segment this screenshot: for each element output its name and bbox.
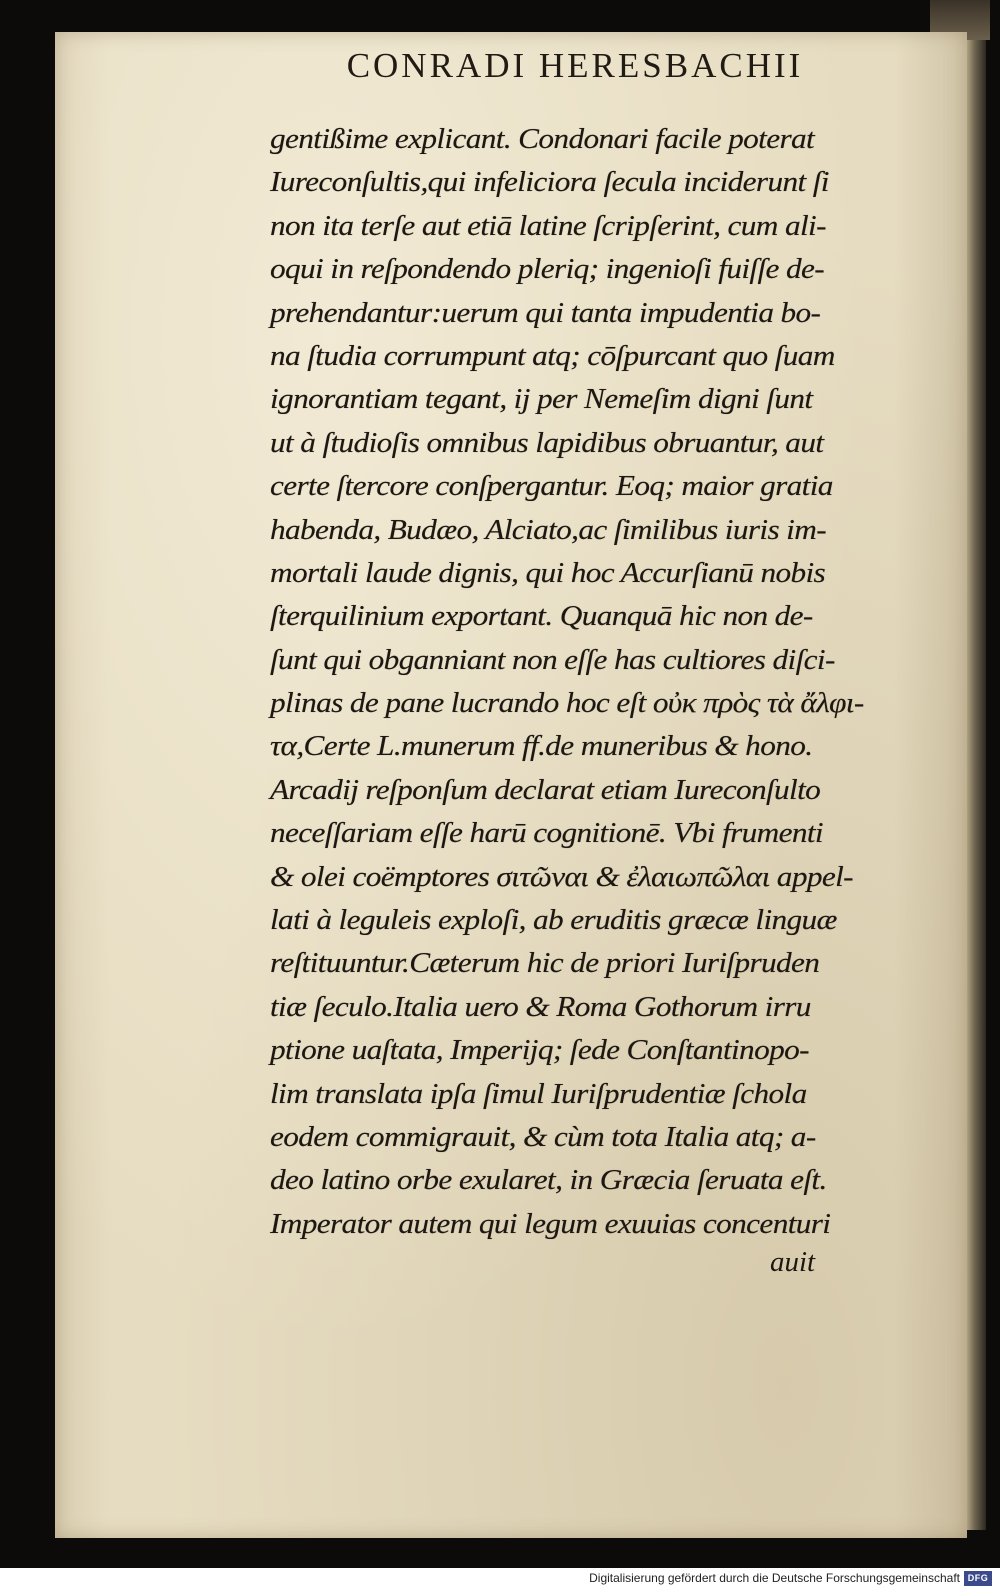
text-line: mortali laude dignis, qui hoc Accurſianū nobis (270, 556, 826, 589)
text-line: deo latino orbe exularet, in Græcia ſeruata eſt. (270, 1164, 827, 1197)
text-line: Arcadij reſponſum declarat etiam Iureconſulto (270, 773, 821, 806)
text-line: certe ſtercore conſpergantur. Eoq; maior gratia (270, 470, 833, 503)
text-line: plinas de pane lucrando hoc eſt οὐκ πρὸς τὰ ἄλφι- (270, 687, 864, 720)
catchword: auit (770, 1246, 816, 1278)
text-line: lati à leguleis exploſi, ab eruditis græcæ linguæ (270, 904, 837, 937)
text-line: gentißime explicant. Condonari facile poterat (270, 123, 815, 155)
text-line: tiæ ſeculo.Italia uero & Roma Gothorum irru (270, 990, 811, 1023)
footer-credit: Digitalisierung gefördert durch die Deutsche Forschungsgemeinschaft (589, 1571, 960, 1585)
text-line: ſunt qui obganniant non eſſe has cultiores diſci- (270, 643, 835, 676)
text-line: ut à ſtudioſis omnibus lapidibus obruantur, aut (270, 426, 824, 459)
text-line: non ita terſe aut etiā latine ſcripſerint, cum ali- (270, 209, 826, 242)
text-line: lim translata ipſa ſimul Iuriſprudentiæ ſchola (270, 1077, 807, 1110)
text-line: Imperator autem qui legum exuuias concenturi (270, 1207, 831, 1240)
text-line: ſterquilinium exportant. Quanquā hic non de- (270, 600, 813, 633)
text-line: τα,Certe L.munerum ff.de muneribus & hono. (270, 730, 813, 763)
text-line: prehendantur:uerum qui tanta impudentia bo- (270, 296, 821, 329)
text-line: neceſſariam eſſe harū cognitionē. Vbi frumenti (270, 817, 823, 850)
footer-bar (0, 1568, 1000, 1590)
body-text (270, 118, 900, 1246)
text-line: ignorantiam tegant, ij per Nemeſim digni ſunt (270, 383, 813, 416)
text-line: na ſtudia corrumpunt atq; cōſpurcant quo ſuam (270, 339, 835, 372)
text-line: & olei coëmptores σιτῶναι & ἐλαιωπῶλαι appel- (270, 860, 853, 893)
text-line: reſtituuntur.Cæterum hic de priori Iuriſpruden (270, 947, 820, 980)
running-head: CONRADI HERESBACHII (346, 46, 804, 85)
dfg-logo-icon: DFG (964, 1571, 992, 1586)
text-line: habenda, Budæo, Alciato,ac ſimilibus iuris im- (270, 513, 826, 546)
text-line: eodem commigrauit, & cùm tota Italia atq; a- (270, 1120, 816, 1153)
text-line: oqui in reſpondendo pleriq; ingenioſi fuiſſe de- (270, 253, 825, 286)
text-line: ptione uaſtata, Imperijq; ſede Conſtantinopo- (270, 1034, 809, 1067)
text-line: Iureconſultis,qui infeliciora ſecula inciderunt ſi (270, 166, 829, 199)
